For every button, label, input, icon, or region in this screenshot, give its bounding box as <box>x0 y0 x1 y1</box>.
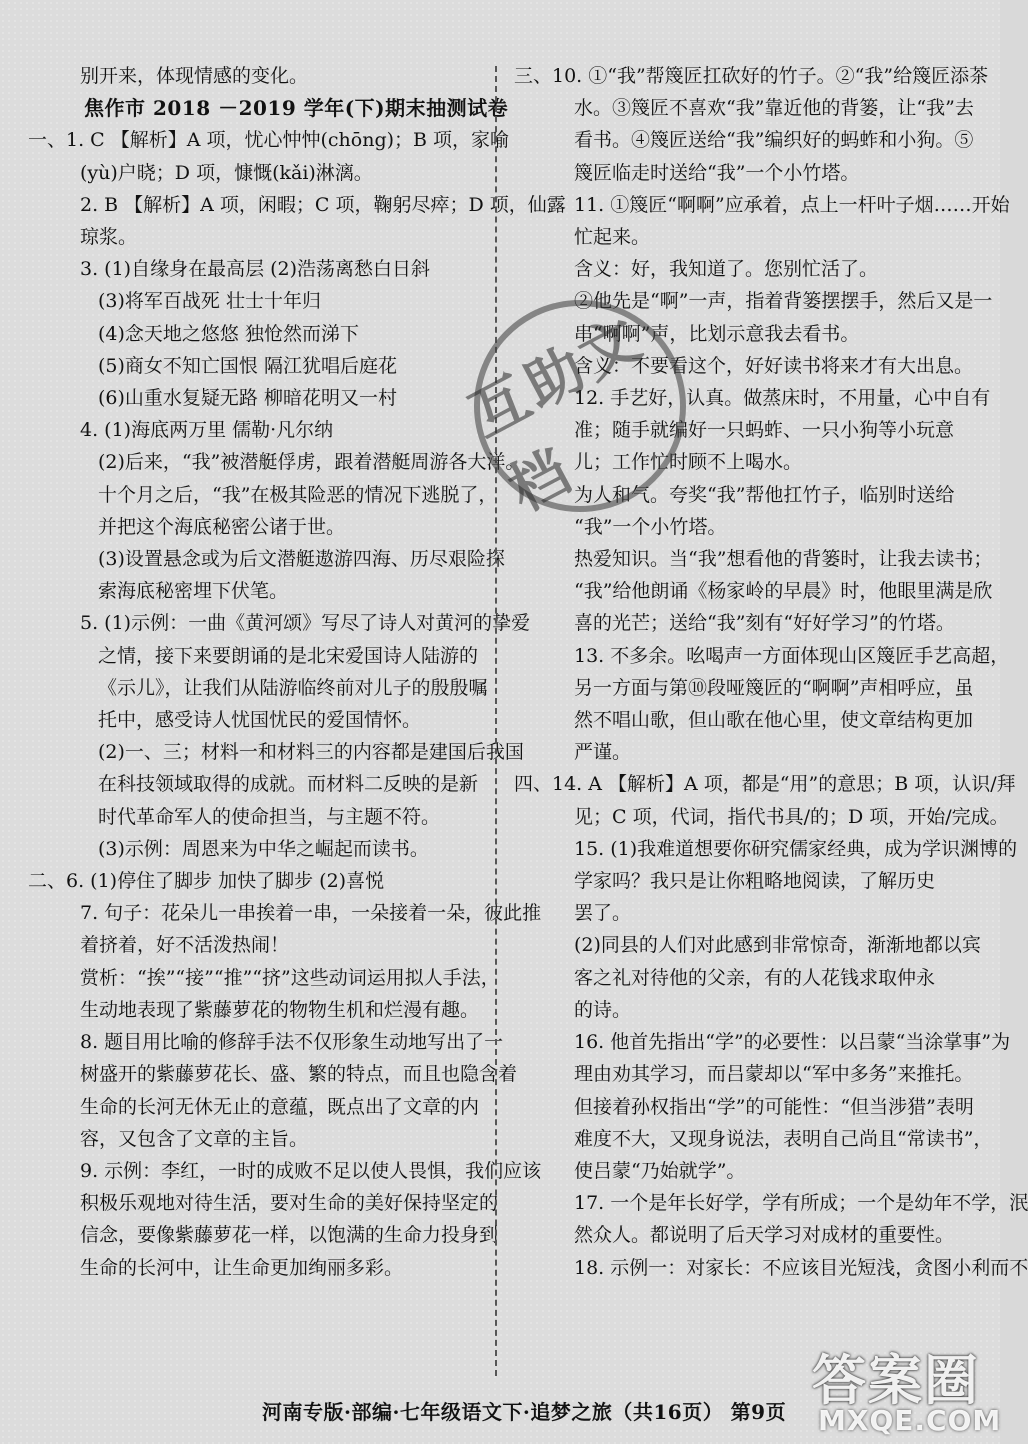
text-line: 然众人。都说明了后天学习对成材的重要性。 <box>574 1224 955 1247</box>
text-line: 树盛开的紫藤萝花长、盛、繁的特点，而且也隐含着 <box>80 1063 518 1086</box>
text-line: 喜的光芒；送给“我”刻有“好好学习”的竹塔。 <box>574 612 955 635</box>
text-line: 难度不大，又现身说法，表明自己尚且“常读书”， <box>574 1127 993 1150</box>
text-line: (yù)户晓；D 项，慷慨(kǎi)淋漓。 <box>80 161 373 184</box>
text-line: 的诗。 <box>574 998 632 1021</box>
text-line: 托中，感受诗人忧国忧民的爱国情怀。 <box>98 709 422 732</box>
text-line: (4)念天地之悠悠 独怆然而涕下 <box>98 322 359 345</box>
text-line: (3)设置悬念或为后文潜艇遨游四海、历尽艰险探 <box>98 548 505 571</box>
text-line: 生命的长河无休无止的意蕴，既点出了文章的内 <box>80 1095 480 1118</box>
site-logo <box>806 1334 1002 1442</box>
text-line: 信念，要像紫藤萝花一样，以饱满的生命力投身到 <box>80 1224 499 1247</box>
text-line: 水。③篾匠不喜欢“我”靠近他的背篓，让“我”去 <box>574 97 974 120</box>
text-line: 12. 手艺好，认真。做蒸床时，不用量，心中自有 <box>574 387 991 410</box>
text-line: 积极乐观地对待生活，要对生命的美好保持坚定的 <box>80 1192 499 1215</box>
text-line: 一、1. C 【解析】A 项，忧心忡忡(chōng)；B 项，家喻 <box>28 129 510 152</box>
text-line: 罢了。 <box>574 902 632 925</box>
text-line: 着挤着，好不活泼热闹！ <box>80 934 290 957</box>
stamp-text: 互助文档 <box>458 302 655 525</box>
text-line: 4. (1)海底两万里 儒勒·凡尔纳 <box>80 419 334 442</box>
text-line: 但接着孙权指出“学”的可能性：“但当涉猎”表明 <box>574 1095 974 1118</box>
text-line: 18. 示例一：对家长：不应该目光短浅，贪图小利而不 <box>574 1256 1028 1279</box>
text-line: 严谨。 <box>574 741 632 764</box>
text-line: 十个月之后，“我”在极其险恶的情况下逃脱了， <box>98 483 498 506</box>
text-line: (2)一、三；材料一和材料三的内容都是建国后我国 <box>98 741 524 764</box>
text-line: (3)示例：周恩来为中华之崛起而读书。 <box>98 837 429 860</box>
text-line: 见；C 项，代词，指代书具/的；D 项，开始/完成。 <box>574 805 1009 828</box>
column-divider <box>495 66 497 1376</box>
text-line: 学家吗？我只是让你粗略地阅读，了解历史 <box>574 870 936 893</box>
text-line: (2)同县的人们对此感到非常惊奇，渐渐地都以宾 <box>574 934 981 957</box>
logo-main-text: 答案圈 <box>812 1349 980 1412</box>
text-line: 11. ①篾匠“啊啊”应承着，点上一杆叶子烟……开始 <box>574 193 1010 216</box>
text-line: 7. 句子：花朵儿一串挨着一串，一朵接着一朵，彼此推 <box>80 902 542 925</box>
text-line: 串“啊啊”声，比划示意我去看书。 <box>574 322 860 345</box>
text-line: 容，又包含了文章的主旨。 <box>80 1127 309 1150</box>
text-line: 生命的长河中，让生命更加绚丽多彩。 <box>80 1256 404 1279</box>
text-line: 索海底秘密埋下伏笔。 <box>98 580 289 603</box>
text-line: 8. 题目用比喻的修辞手法不仅形象生动地写出了一 <box>80 1031 504 1054</box>
text-line: 赏析：“挨”“接”“推”“挤”这些动词运用拟人手法， <box>80 966 500 989</box>
text-line: 2. B 【解析】A 项，闲暇；C 项，鞠躬尽瘁；D 项，仙露 <box>80 193 566 216</box>
text-line: 为人和气。夸奖“我”帮他扛竹子，临别时送给 <box>574 483 955 506</box>
text-line: 焦作市 2018 －2019 学年(下)期末抽测试卷 <box>84 96 509 121</box>
text-line: 《示儿》，让我们从陆游临终前对儿子的殷殷嘱 <box>98 676 488 699</box>
text-line: (6)山重水复疑无路 柳暗花明又一村 <box>98 387 397 410</box>
text-line: 含义：好，我知道了。您别忙活了。 <box>574 258 879 281</box>
text-line: 之情，接下来要朗诵的是北宋爱国诗人陆游的 <box>98 644 479 667</box>
text-line: 生动地表现了紫藤萝花的物物生机和烂漫有趣。 <box>80 998 480 1021</box>
text-line: 准；随手就编好一只蚂蚱、一只小狗等小玩意 <box>574 419 955 442</box>
text-line: 看书。④篾匠送给“我”编织好的蚂蚱和小狗。⑤ <box>574 129 974 152</box>
text-line: “我”一个小竹塔。 <box>574 515 727 538</box>
text-line: 17. 一个是年长好学，学有所成；一个是幼年不学，泯 <box>574 1192 1028 1215</box>
logo-sub-text: MXQE.COM <box>818 1404 1002 1437</box>
text-line: 9. 示例：李红，一时的成败不足以使人畏惧，我们应该 <box>80 1159 542 1182</box>
text-line: 客之礼对待他的父亲，有的人花钱求取仲永 <box>574 966 936 989</box>
text-line: (3)将军百战死 壮士十年归 <box>98 290 321 313</box>
text-line: 琼浆。 <box>80 226 138 249</box>
text-line: 3. (1)自缘身在最高层 (2)浩荡离愁白日斜 <box>80 258 431 281</box>
text-line: 篾匠临走时送给“我”一个小竹塔。 <box>574 161 860 184</box>
text-line: 然不唱山歌，但山歌在他心里，使文章结构更加 <box>574 709 974 732</box>
text-line: 13. 不多余。吆喝声一方面体现山区篾匠手艺高超， <box>574 644 1010 667</box>
text-line: 理由劝其学习，而吕蒙却以“军中多务”来推托。 <box>574 1063 974 1086</box>
text-line: (2)后来，“我”被潜艇俘虏，跟着潜艇周游各大洋。 <box>98 451 525 474</box>
text-line: 热爱知识。当“我”想看他的背篓时，让我去读书； <box>574 548 993 571</box>
text-line: “我”给他朗诵《杨家岭的早晨》时，他眼里满是欣 <box>574 580 993 603</box>
text-line: 16. 他首先指出“学”的必要性：以吕蒙“当涂掌事”为 <box>574 1031 1011 1054</box>
text-line: 在科技领域取得的成就。而材料二反映的是新 <box>98 773 479 796</box>
text-line: 时代革命军人的使命担当，与主题不符。 <box>98 805 441 828</box>
text-line: 使吕蒙“乃始就学”。 <box>574 1159 746 1182</box>
text-line: 三、10. ①“我”帮篾匠扛砍好的竹子。②“我”给篾匠添茶 <box>514 65 989 87</box>
text-line: 四、14. A 【解析】A 项，都是“用”的意思；B 项，认识/拜 <box>514 773 1016 796</box>
text-line: 含义：不要看这个，好好读书将来才有大出息。 <box>574 354 974 377</box>
text-line: 儿；工作忙时顾不上喝水。 <box>574 451 803 474</box>
text-line: 15. (1)我难道想要你研究儒家经典，成为学识渊博的 <box>574 837 1018 860</box>
text-line: ②他先是“啊”一声，指着背篓摆摆手，然后又是一 <box>574 290 993 313</box>
text-line: 二、6. (1)停住了脚步 加快了脚步 (2)喜悦 <box>28 870 385 893</box>
page-footer: 河南专版·部编·七年级语文下·追梦之旅（共16页） 第9页 <box>262 1400 787 1424</box>
text-line: 5. (1)示例：一曲《黄河颂》写尽了诗人对黄河的挚爱 <box>80 612 531 635</box>
text-line: 并把这个海底秘密公诸于世。 <box>98 515 346 538</box>
text-line: 忙起来。 <box>574 226 651 249</box>
text-line: (5)商女不知亡国恨 隔江犹唱后庭花 <box>98 354 397 377</box>
right-column <box>514 60 1028 1284</box>
text-line: 别开来，体现情感的变化。 <box>80 65 309 87</box>
text-line: 另一方面与第⑩段哑篾匠的“啊啊”声相呼应，虽 <box>574 676 974 699</box>
